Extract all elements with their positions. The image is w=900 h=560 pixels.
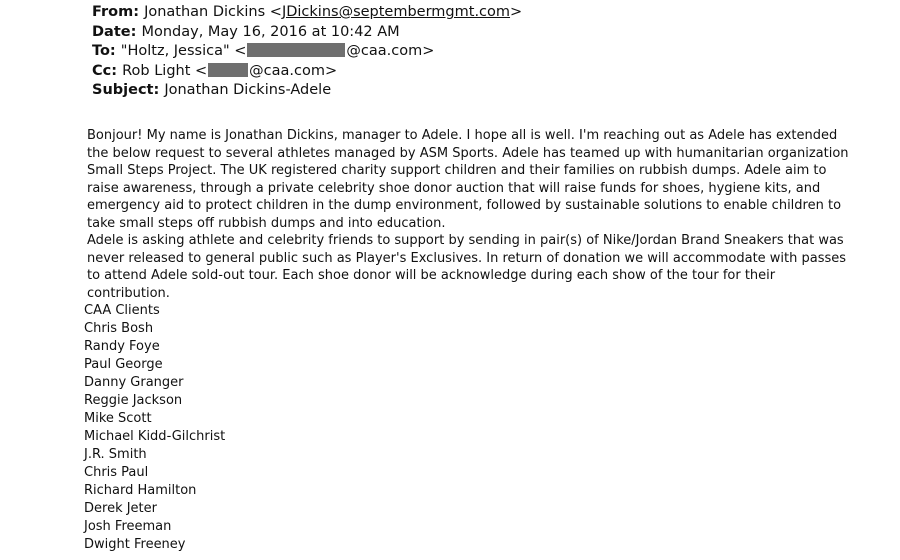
list-item: Reggie Jackson <box>84 393 183 408</box>
body-paragraph-1: Bonjour! My name is Jonathan Dickins, manager to Adele. I hope all is well. I'm reaching out as Adele has extended the below request to several athletes managed by ASM Sports. Adele has teamed up with humanitarian organization Small Steps Project. The UK registered charity support children and their families on rubbish dumps. Adele aim to raise awareness, through a private celebrity shoe donor auction that will raise funds for shoes, hygiene kits, and emergency aid to protect children in the dump environment, followed by sustainable solutions to enable children to take small steps off rubbish dumps and into education. <box>87 128 849 231</box>
date-label: Date: <box>92 23 137 40</box>
from-address-link[interactable]: JDickins@septembermgmt.com <box>281 4 511 20</box>
subject-label: Subject: <box>92 82 160 98</box>
cc-domain: @caa.com <box>249 62 325 79</box>
to-domain: @caa.com <box>346 43 423 59</box>
date-value: Monday, May 16, 2016 at 10:42 AM <box>141 23 400 40</box>
list-item: Josh Freeman <box>84 519 172 534</box>
from-label: From: <box>92 4 139 20</box>
list-item: Paul George <box>84 357 163 372</box>
list-item: Chris Bosh <box>84 321 154 336</box>
redaction-block <box>208 63 248 77</box>
list-item: Dwight Freeney <box>84 537 186 552</box>
subject-row <box>92 81 852 101</box>
date-row <box>92 23 852 43</box>
email-headers <box>92 3 852 101</box>
cc-row: Cc: Rob Light < @caa.com> <box>92 62 338 79</box>
redaction-block <box>247 43 345 57</box>
body-paragraph-2: Adele is asking athlete and celebrity friends to support by sending in pair(s) of Nike/Jordan Brand Sneakers that was never released to general public such as Player's Exclusives. In return of donation we will accommodate with passes to attend Adele sold-out tour. Each shoe donor will be acknowledge during each show of the tour for their contribution. <box>87 233 847 301</box>
list-item: Michael Kidd-Gilchrist <box>84 429 226 444</box>
list-item: Derek Jeter <box>84 501 157 516</box>
to-label: To: <box>92 43 116 59</box>
cc-name: Rob Light <box>122 62 191 79</box>
subject-value: Jonathan Dickins-Adele <box>164 82 332 98</box>
list-item: Mike Scott <box>84 411 152 426</box>
from-name: Jonathan Dickins <box>144 4 266 20</box>
client-list <box>84 302 225 554</box>
from-row: From: Jonathan Dickins <JDickins@septembermgmt.com> <box>92 4 523 20</box>
list-item: Danny Granger <box>84 375 184 390</box>
to-name: "Holtz, Jessica" <box>120 43 230 59</box>
list-item: Randy Foye <box>84 339 160 354</box>
list-item: J.R. Smith <box>84 447 147 462</box>
client-list-heading: CAA Clients <box>84 303 160 318</box>
list-item: Chris Paul <box>84 465 149 480</box>
to-row: To: "Holtz, Jessica" < @caa.com> <box>92 43 435 59</box>
cc-label: Cc: <box>92 62 118 79</box>
list-item: Richard Hamilton <box>84 483 197 498</box>
